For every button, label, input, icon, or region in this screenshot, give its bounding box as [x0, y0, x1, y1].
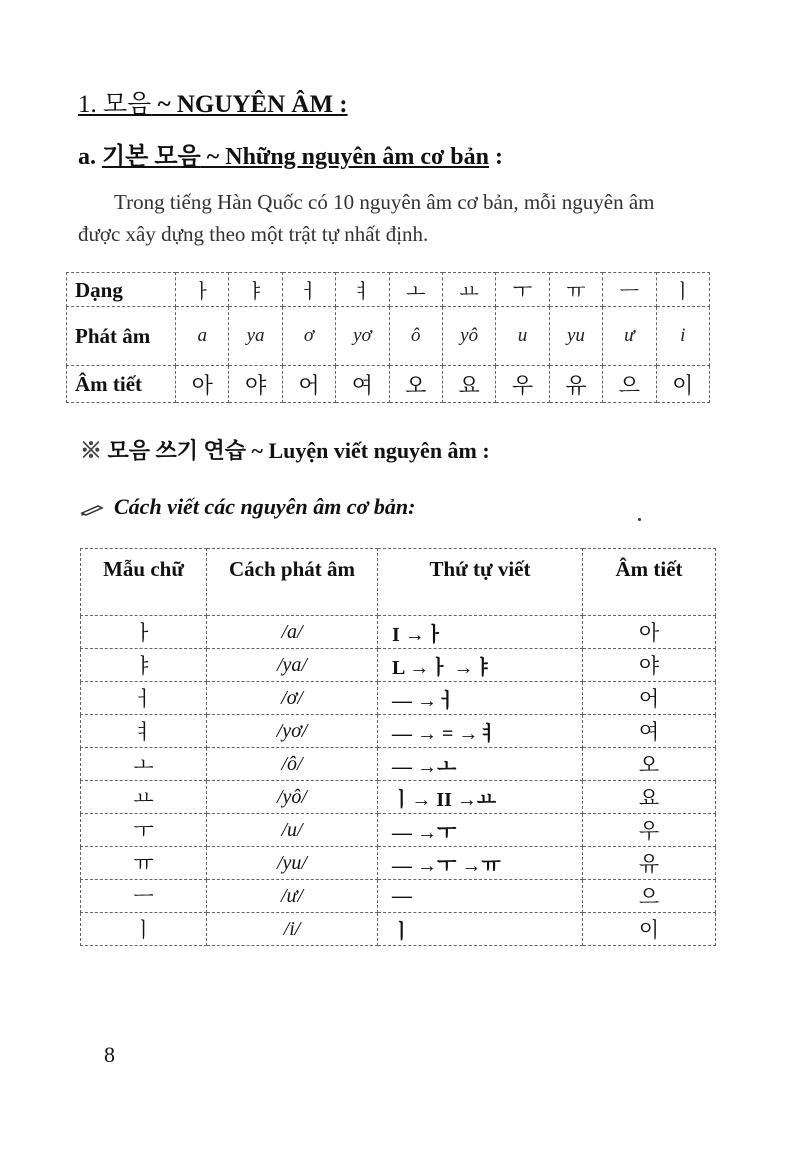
table-cell: 오: [583, 748, 716, 781]
table-cell: 요: [442, 366, 495, 403]
table-cell: ư: [603, 307, 656, 366]
reference-mark: ※: [80, 438, 103, 463]
intro-paragraph: Trong tiếng Hàn Quốc có 10 nguyên âm cơ bản, mỗi nguyên âm được xây dựng theo một trật tự nhất định.: [78, 190, 655, 246]
table-cell: –– →ㅜ →ㅠ: [378, 847, 583, 880]
column-header: Âm tiết: [583, 549, 716, 616]
table-cell: a: [176, 307, 229, 366]
row-label: Dạng: [67, 273, 176, 307]
table-cell: ㅜ: [496, 273, 549, 307]
table-cell: yơ: [336, 307, 389, 366]
table-row: [67, 307, 710, 366]
table-cell: 으: [583, 880, 716, 913]
table-cell: yô: [442, 307, 495, 366]
table-cell: —: [378, 880, 583, 913]
table-cell: /a/: [207, 616, 378, 649]
table-cell: ㅏ: [176, 273, 229, 307]
table-cell: ㅛ: [81, 781, 207, 814]
table-cell: 야: [229, 366, 282, 403]
table-cell: –– →ㅜ: [378, 814, 583, 847]
table-cell: ㅜ: [81, 814, 207, 847]
table-row: [81, 814, 716, 847]
table-cell: ㅛ: [442, 273, 495, 307]
table-cell: 아: [583, 616, 716, 649]
table-row: [81, 682, 716, 715]
table-cell: 이: [656, 366, 709, 403]
table-cell: –– →ㅗ: [378, 748, 583, 781]
table-row: [81, 616, 716, 649]
table-cell: ㅠ: [81, 847, 207, 880]
table-cell: i: [656, 307, 709, 366]
table-cell: /i/: [207, 913, 378, 946]
table-cell: –– →ㅓ: [378, 682, 583, 715]
vowel-summary-table: [66, 272, 710, 403]
table-cell: ơ: [282, 307, 335, 366]
table-cell: ㅓ: [282, 273, 335, 307]
table-cell: ㅗ: [81, 748, 207, 781]
table-cell: ô: [389, 307, 442, 366]
table-cell: ㅗ: [389, 273, 442, 307]
section-heading: [78, 84, 348, 120]
table-cell: 여: [583, 715, 716, 748]
table-cell: ㅣ→ II →ㅛ: [378, 781, 583, 814]
table-cell: /yơ/: [207, 715, 378, 748]
table-cell: 어: [282, 366, 335, 403]
table-cell: 유: [583, 847, 716, 880]
subsection-prefix: a.: [78, 144, 102, 170]
table-cell: 요: [583, 781, 716, 814]
table-cell: 우: [496, 366, 549, 403]
table-cell: ㅡ: [81, 880, 207, 913]
table-row: [81, 715, 716, 748]
writing-order-table: [80, 548, 716, 946]
table-cell: –– → = →ㅕ: [378, 715, 583, 748]
table-cell: ㅑ: [81, 649, 207, 682]
table-row: [81, 880, 716, 913]
table-cell: /yô/: [207, 781, 378, 814]
table-row: [67, 273, 710, 307]
subsection-heading-korean: 기본 모음: [102, 144, 201, 170]
row-label: Phát âm: [67, 307, 176, 366]
row-label: Âm tiết: [67, 366, 176, 403]
table-cell: ㅕ: [336, 273, 389, 307]
howto-text: Cách viết các nguyên âm cơ bản:: [114, 494, 416, 519]
table-cell: L →ㅏ →ㅑ: [378, 649, 583, 682]
table-cell: 으: [603, 366, 656, 403]
subsection-colon: :: [488, 144, 503, 170]
table-cell: 우: [583, 814, 716, 847]
table-cell: ㅏ: [81, 616, 207, 649]
table-cell: /yu/: [207, 847, 378, 880]
table-row: [81, 847, 716, 880]
table-cell: I →ㅏ: [378, 616, 583, 649]
table-header-row: [81, 549, 716, 616]
section-heading-korean: 1. 모음: [78, 91, 152, 118]
table-cell: /ô/: [207, 748, 378, 781]
table-cell: u: [496, 307, 549, 366]
table-cell: 이: [583, 913, 716, 946]
table-cell: 어: [583, 682, 716, 715]
table-cell: 여: [336, 366, 389, 403]
howto-heading: [80, 494, 415, 520]
practice-heading-korean: 모음 쓰기 연습: [102, 438, 247, 463]
table-row: [81, 781, 716, 814]
table-row: [81, 748, 716, 781]
table-cell: ㅑ: [229, 273, 282, 307]
page-number: 8: [104, 1042, 115, 1067]
table-cell: /ơ/: [207, 682, 378, 715]
table-cell: 야: [583, 649, 716, 682]
table-row: [81, 913, 716, 946]
table-cell: yu: [549, 307, 602, 366]
table-cell: ㅣ: [81, 913, 207, 946]
table-cell: ㅓ: [81, 682, 207, 715]
table-cell: ㅠ: [549, 273, 602, 307]
table-cell: /ư/: [207, 880, 378, 913]
column-header: Mẫu chữ: [81, 549, 207, 616]
subsection-heading: [78, 136, 503, 171]
pencil-icon: [80, 502, 106, 516]
practice-heading: [80, 434, 490, 465]
table-cell: ya: [229, 307, 282, 366]
table-cell: /ya/: [207, 649, 378, 682]
table-cell: ㅣ: [378, 913, 583, 946]
column-header: Thứ tự viết: [378, 549, 583, 616]
subsection-heading-vietnamese: ~ Những nguyên âm cơ bản: [200, 144, 489, 170]
table-cell: ㅣ: [656, 273, 709, 307]
section-heading-vietnamese: ~ NGUYÊN ÂM :: [151, 91, 348, 118]
table-cell: ㅡ: [603, 273, 656, 307]
print-speck: [638, 518, 641, 521]
table-cell: 오: [389, 366, 442, 403]
table-cell: 아: [176, 366, 229, 403]
practice-heading-vietnamese: ~ Luyện viết nguyên âm :: [246, 438, 490, 463]
column-header: Cách phát âm: [207, 549, 378, 616]
table-cell: /u/: [207, 814, 378, 847]
table-row: [81, 649, 716, 682]
table-cell: ㅕ: [81, 715, 207, 748]
table-row: [67, 366, 710, 403]
table-cell: 유: [549, 366, 602, 403]
